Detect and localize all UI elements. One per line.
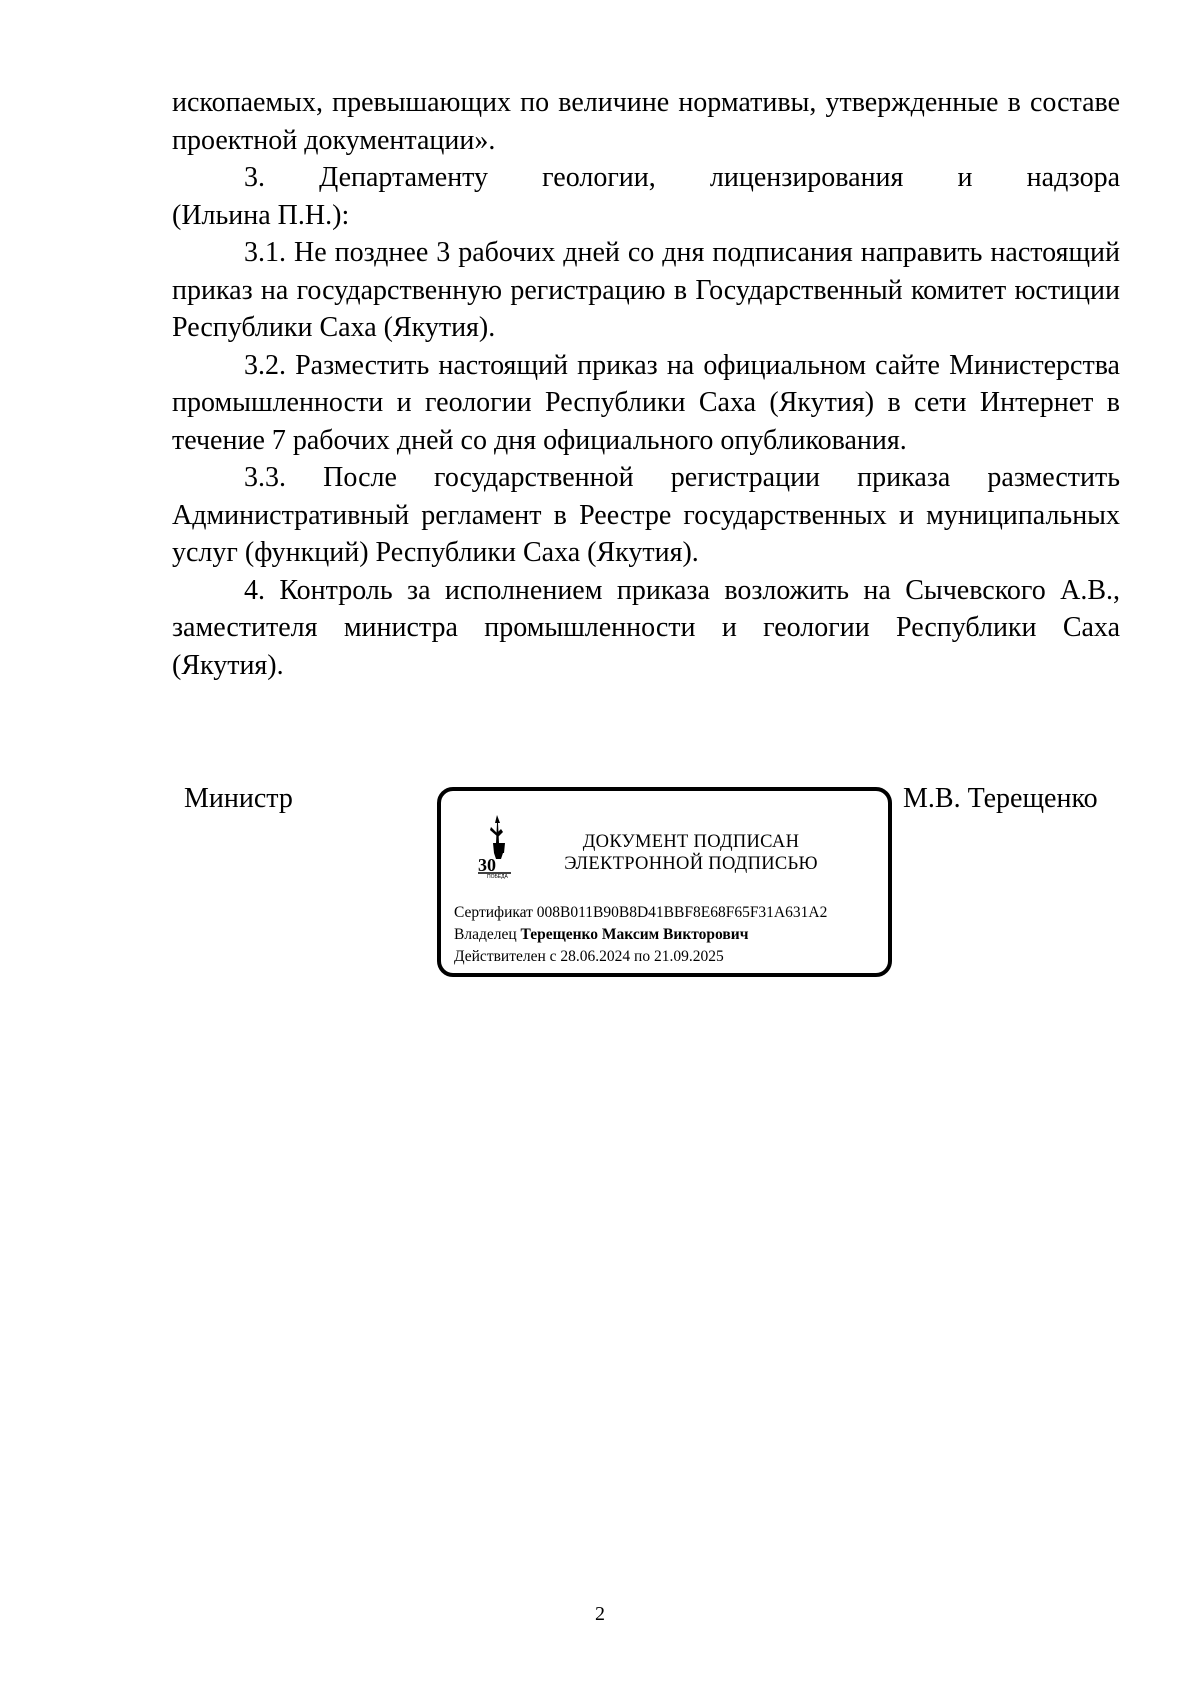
signatory-name: М.В. Терещенко (903, 783, 1098, 814)
valid-label: Действителен (454, 948, 546, 965)
paragraph-item-3-2: 3.2. Разместить настоящий приказ на официальном сайте Министерства промышленности и геологии Республики Саха (Якутия) в сети Интернет в течение 7 рабочих дней со дня официального опубликования. (172, 349, 1120, 456)
paragraph-item-3: 3. Департаменту геологии, лицензирования и надзора (244, 162, 1120, 193)
valid-to: 21.09.2025 (653, 948, 724, 965)
valid-from-prefix: с (549, 948, 557, 965)
paragraph-continuation: ископаемых, превышающих по величине нормативы, утвержденные в составе проектной документации». (172, 87, 1120, 156)
paragraph-item-3-cont: (Ильина П.Н.): (172, 199, 350, 231)
document-body (172, 84, 1120, 684)
paragraph-item-3-1: 3.1. Не позднее 3 рабочих дней со дня подписания направить настоящий приказ на государственную регистрацию в Государственный комитет юстиции Республики Саха (Якутия). (172, 237, 1120, 343)
svg-text:30: 30 (478, 855, 496, 875)
paragraph-item-4: 4. Контроль за исполнением приказа возложить на Сычевского А.В., заместителя министра промышленности и геологии Республики Саха (Якутия). (172, 574, 1120, 681)
page-number: 2 (595, 1603, 605, 1625)
stamp-header (541, 831, 841, 875)
owner-label: Владелец (454, 926, 517, 943)
svg-text:ПОБЕДА: ПОБЕДА (487, 874, 508, 879)
stamp-header-line-2: ЭЛЕКТРОННОЙ ПОДПИСЬЮ (564, 854, 818, 874)
paragraph-item-3-3: 3.3. После государственной регистрации приказа разместить Административный регламент в Реестре государственных и муниципальных услуг (функций) Республики Саха (Якутия). (172, 462, 1120, 568)
victory-emblem-icon (477, 813, 519, 879)
certificate-value: 008B011B90B8D41BBF8E68F65F31A631A2 (536, 904, 828, 921)
valid-to-prefix: по (634, 948, 651, 965)
certificate-label: Сертификат (454, 904, 533, 921)
signatory-title: Министр (184, 783, 293, 814)
stamp-header-line-1: ДОКУМЕНТ ПОДПИСАН (582, 832, 800, 852)
stamp-validity-line (454, 947, 724, 967)
stamp-certificate-line (454, 903, 827, 923)
valid-from: 28.06.2024 (560, 948, 631, 965)
owner-value: Терещенко Максим Викторович (520, 926, 749, 943)
electronic-signature-stamp (437, 787, 892, 977)
stamp-owner-line (454, 925, 748, 945)
